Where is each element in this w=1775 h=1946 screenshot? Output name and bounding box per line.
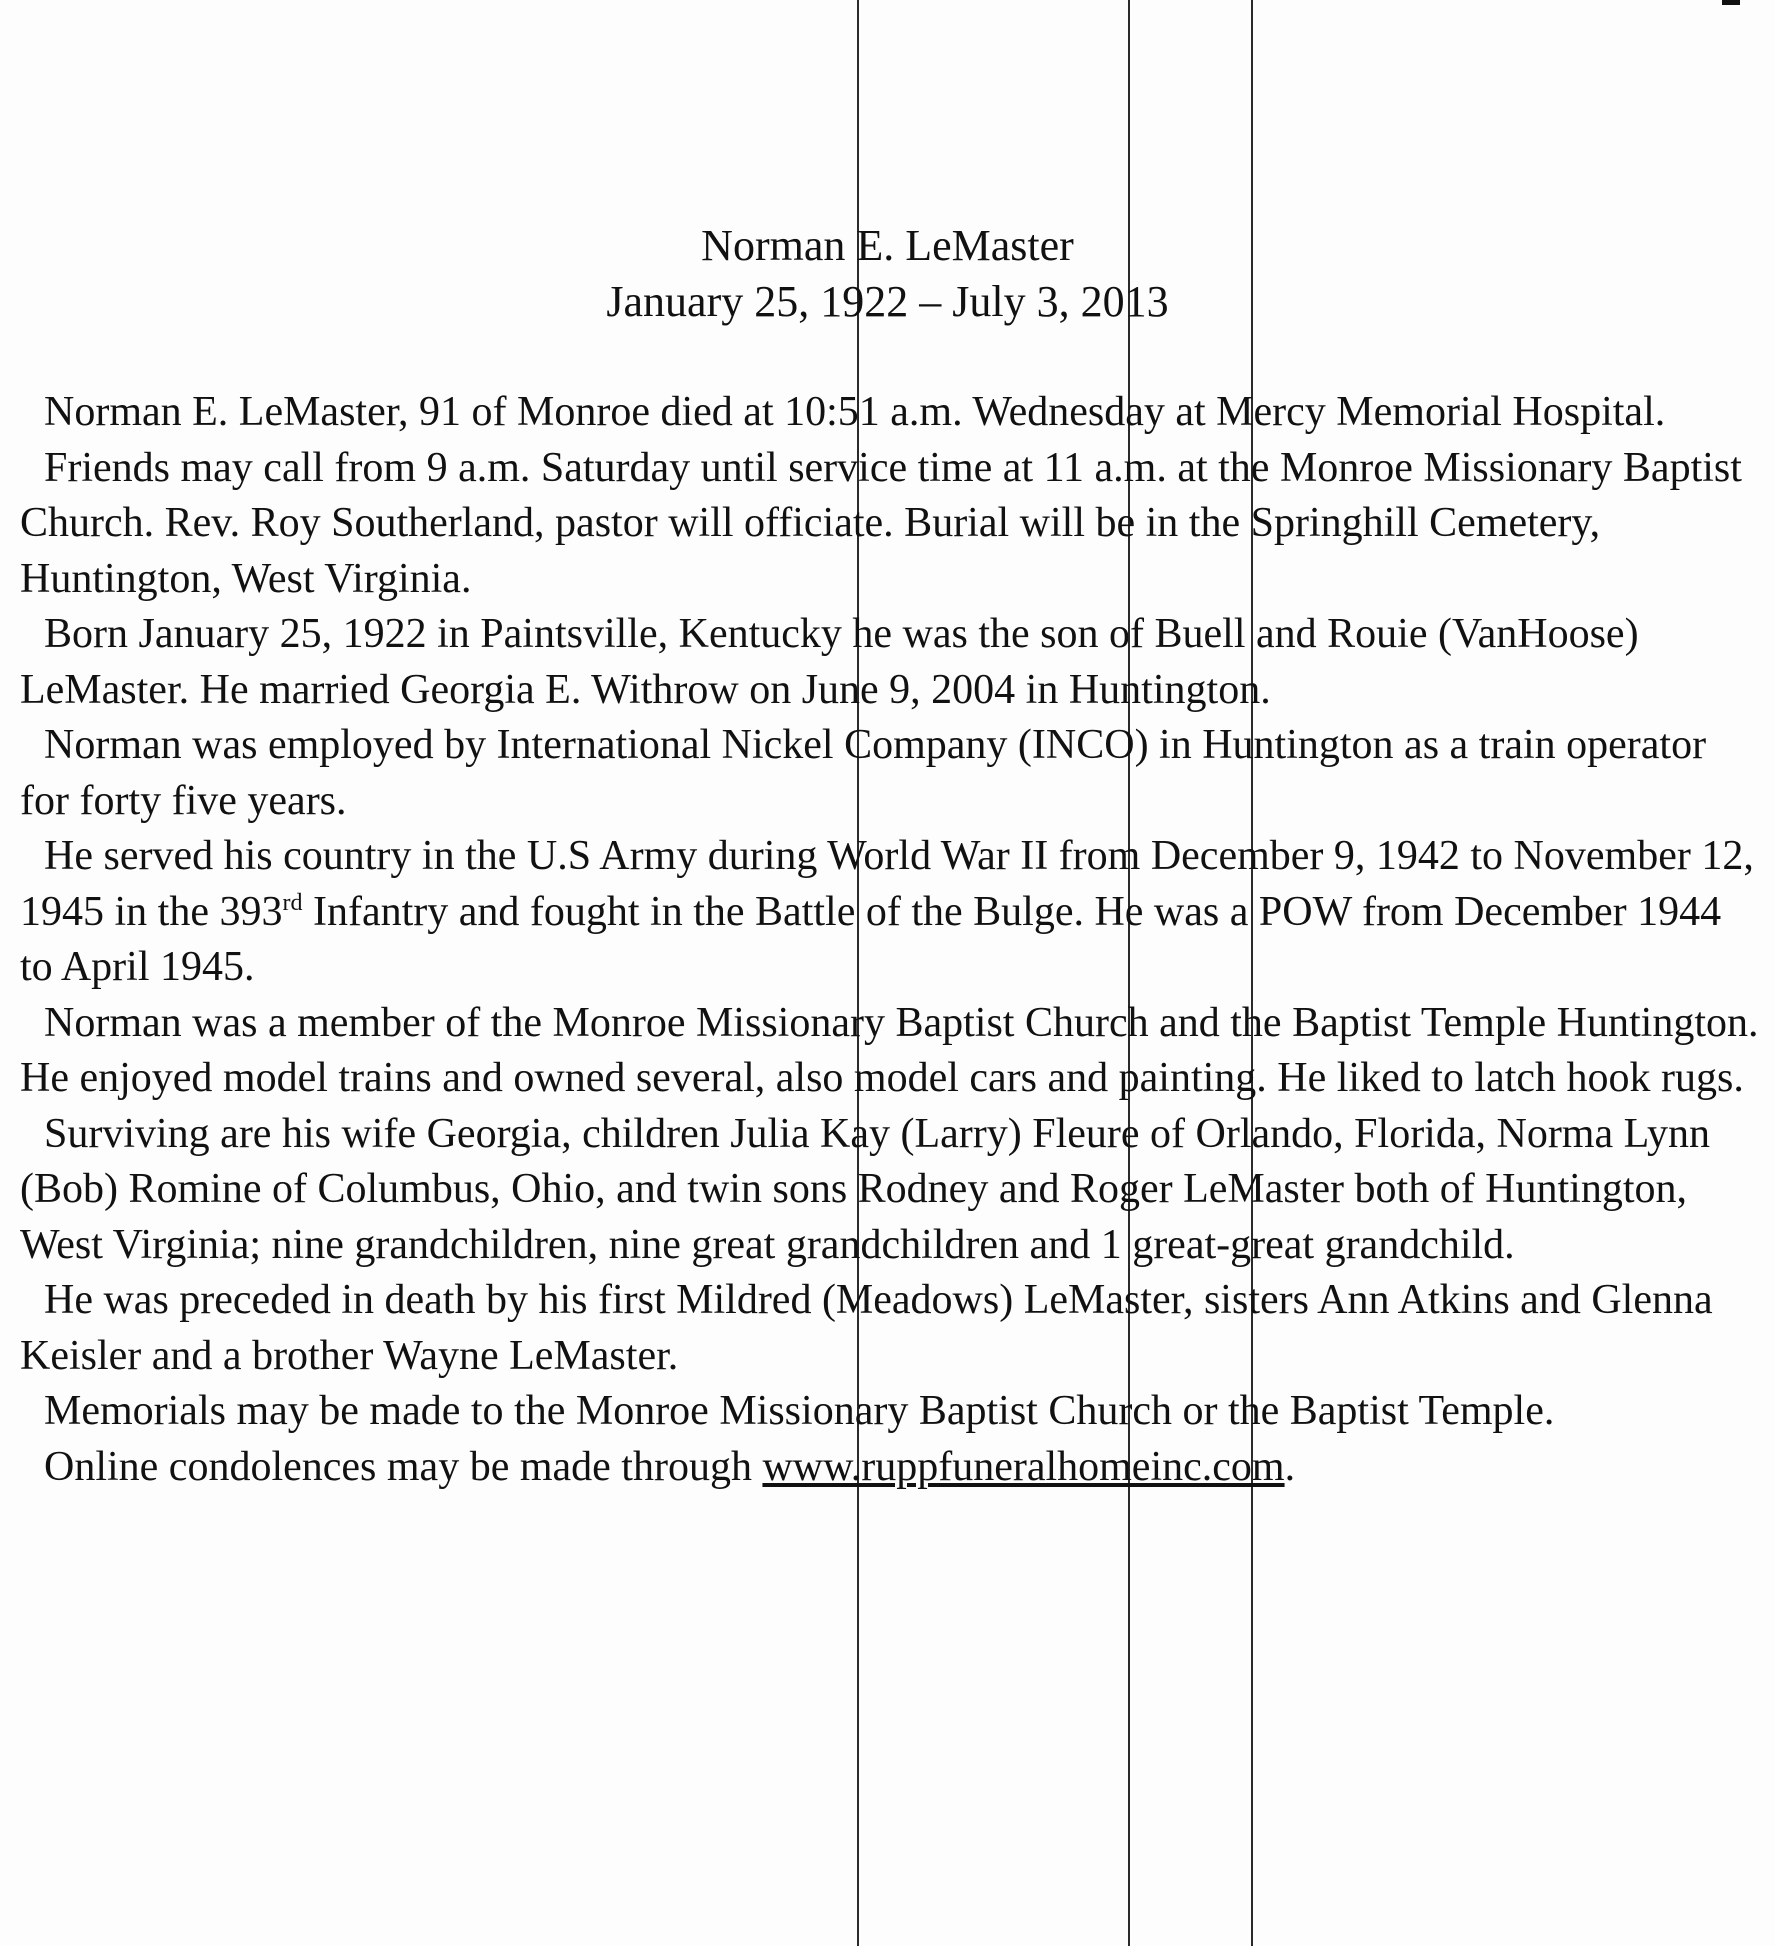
obituary-body <box>20 385 1760 1495</box>
paragraph-visitation: Friends may call from 9 a.m. Saturday until service time at 11 a.m. at the Monroe Missionary Baptist Church. Rev. Roy Southerland, pastor will officiate. Burial will be in the Springhill Cemetery, Huntington, West Virginia. <box>20 444 1742 602</box>
obituary-dates: January 25, 1922 – July 3, 2013 <box>606 277 1169 326</box>
paragraph-preceded: He was preceded in death by his first Mildred (Meadows) LeMaster, sisters Ann Atkins and Glenna Keisler and a brother Wayne LeMaster. <box>20 1277 1713 1379</box>
condolences-period: . <box>1284 1443 1296 1490</box>
obituary-name: Norman E. LeMaster <box>701 221 1074 270</box>
paragraph-survivors: Surviving are his wife Georgia, children Julia Kay (Larry) Fleure of Orlando, Florida, Norma Lynn (Bob) Romine of Columbus, Ohio, and twin sons Rodney and Roger LeMaster both of Huntington, West Virginia; nine grandchildren, nine great grandchildren and 1 great-great grandchild. <box>20 1110 1710 1268</box>
ordinal-suffix: rd <box>282 889 303 916</box>
paragraph-employment: Norman was employed by International Nickel Company (INCO) in Huntington as a train operator for forty five years. <box>20 722 1707 824</box>
military-text-end: Infantry and fought in the Battle of the Bulge. He was a POW from December 1944 to April 1945. <box>20 888 1722 990</box>
funeral-home-link[interactable]: www.ruppfuneralhomeinc.com <box>762 1443 1285 1490</box>
paragraph-birth-marriage: Born January 25, 1922 in Paintsville, Kentucky he was the son of Buell and Rouie (VanHoose) LeMaster. He married Georgia E. Withrow on June 9, 2004 in Huntington. <box>20 611 1639 713</box>
paragraph-memorials: Memorials may be made to the Monroe Missionary Baptist Church or the Baptist Temple. <box>44 1388 1555 1434</box>
scan-corner-mark <box>1722 0 1740 5</box>
paragraph-condolences <box>20 1440 1760 1496</box>
paragraph-church-hobbies: Norman was a member of the Monroe Missionary Baptist Church and the Baptist Temple Huntington. He enjoyed model trains and owned several, also model cars and painting. He liked to latch hook rugs. <box>20 999 1759 1101</box>
paragraph-military-service <box>20 829 1760 996</box>
condolences-text: Online condolences may be made through <box>44 1443 763 1490</box>
paragraph-death-notice: Norman E. LeMaster, 91 of Monroe died at 10:51 a.m. Wednesday at Mercy Memorial Hospital. <box>44 389 1666 435</box>
obituary-header <box>0 218 1775 330</box>
military-text-start: He served his country in the U.S Army during World War II from December 9, 1942 to November 12, 1945 in the 393 <box>20 833 1754 935</box>
